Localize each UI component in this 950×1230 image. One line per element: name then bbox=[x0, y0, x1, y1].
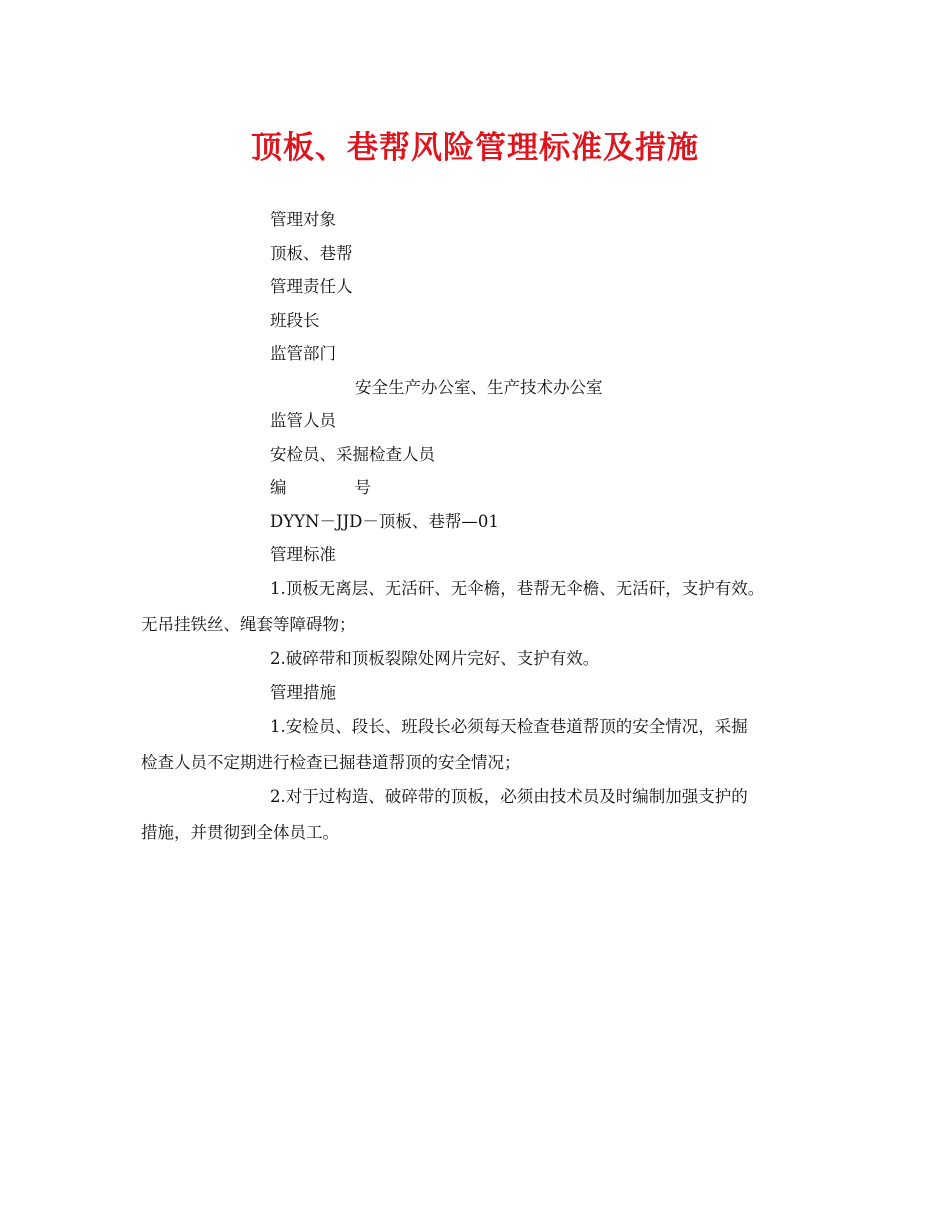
staff-label: 监管人员 bbox=[270, 411, 336, 430]
standard-item-1-line-1: 1.顶板无离层、无活矸、无伞檐，巷帮无伞檐、无活矸，支护有效。 bbox=[270, 579, 765, 598]
number-label-a: 编 bbox=[270, 478, 287, 497]
responsible-label: 管理责任人 bbox=[270, 277, 353, 296]
object-label: 管理对象 bbox=[270, 210, 336, 229]
standards-heading: 管理标准 bbox=[270, 545, 336, 564]
measure-item-1-line-1: 1.安检员、段长、班段长必须每天检查巷道帮顶的安全情况，采掘 bbox=[270, 717, 748, 736]
number-value: DYYN－JJD－顶板、巷帮—01 bbox=[270, 512, 499, 531]
dept-label: 监管部门 bbox=[270, 344, 336, 363]
staff-value: 安检员、采掘检查人员 bbox=[270, 445, 435, 464]
measure-item-1-line-2: 检查人员不定期进行检查已掘巷道帮顶的安全情况； bbox=[141, 753, 521, 772]
standard-item-2-line-1: 2.破碎带和顶板裂隙处网片完好、支护有效。 bbox=[270, 649, 600, 668]
responsible-value: 班段长 bbox=[270, 311, 320, 330]
number-label bbox=[270, 477, 371, 499]
object-value: 顶板、巷帮 bbox=[270, 244, 353, 263]
standard-item-1-line-2: 无吊挂铁丝、绳套等障碍物； bbox=[141, 615, 356, 634]
measures-heading: 管理措施 bbox=[270, 683, 336, 702]
measure-item-2-line-1: 2.对于过构造、破碎带的顶板，必须由技术员及时编制加强支护的 bbox=[270, 787, 748, 806]
number-label-b: 号 bbox=[354, 478, 371, 497]
measure-item-2-line-2: 措施，并贯彻到全体员工。 bbox=[141, 823, 339, 842]
document-title: 顶板、巷帮风险管理标准及措施 bbox=[251, 130, 699, 166]
dept-value: 安全生产办公室、生产技术办公室 bbox=[355, 378, 603, 397]
